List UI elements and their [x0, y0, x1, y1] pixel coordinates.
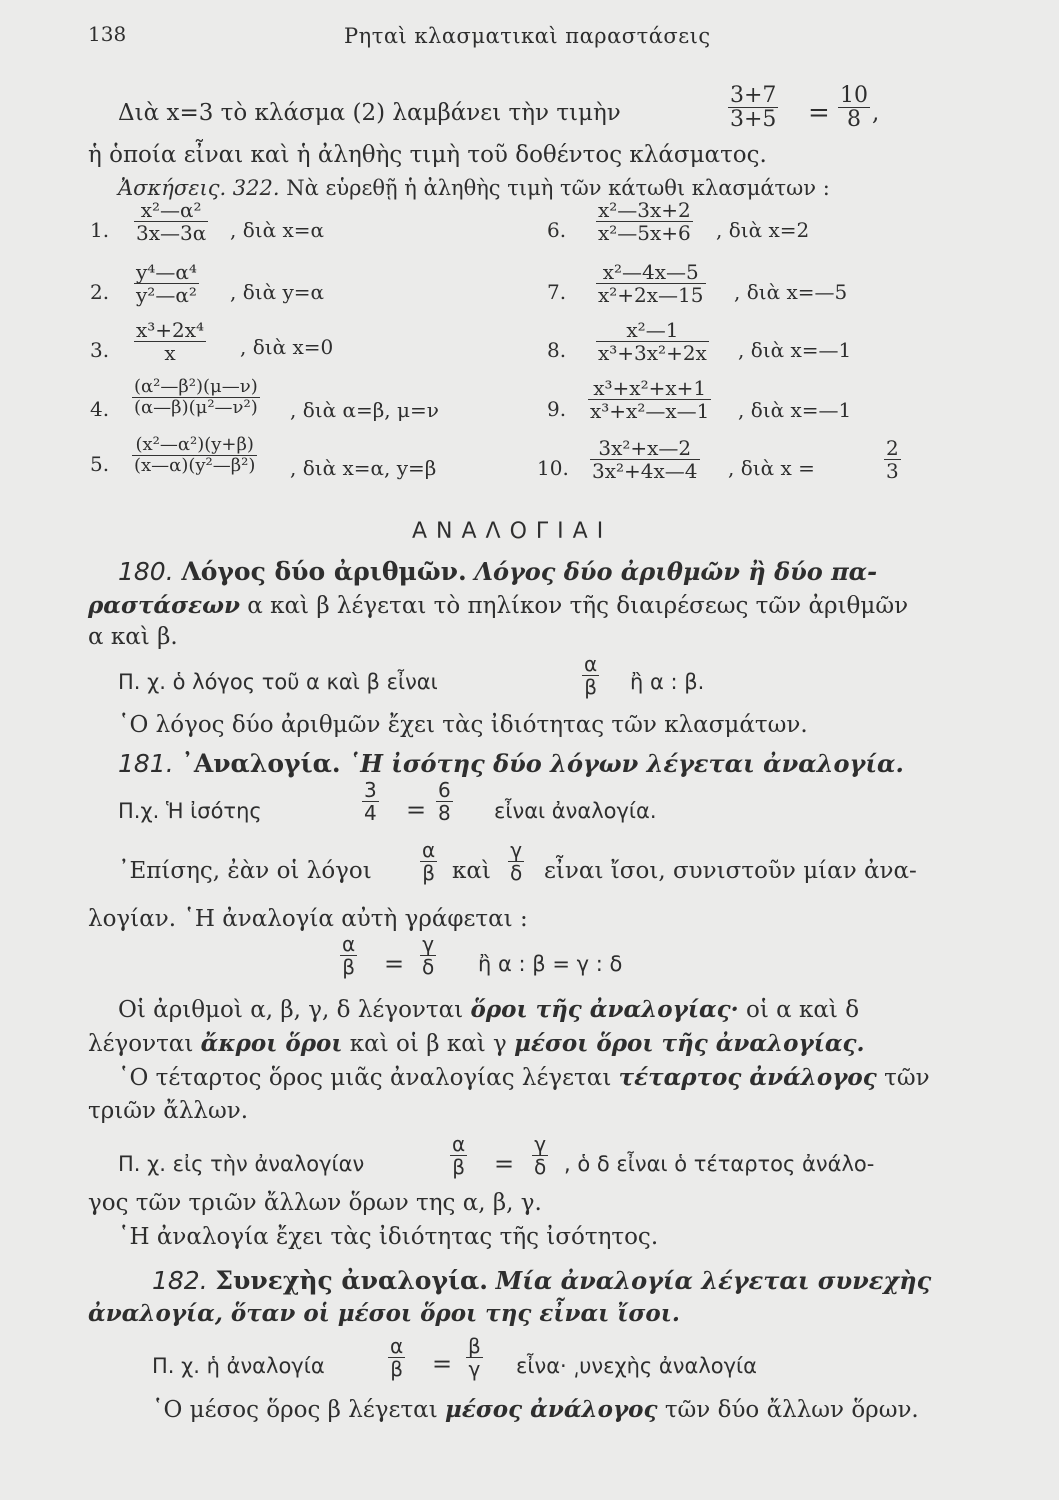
intro-line2: ἡ ὁποία εἶναι καὶ ἡ ἀληθὴς τιμὴ τοῦ δοθέντος κλάσματος. [88, 142, 767, 168]
section-title: Λόγος δύο ἀριθμῶν. [181, 557, 467, 586]
exercise-condition: , διὰ α=β, μ=ν [290, 398, 439, 422]
fraction-denominator: 3+5 [730, 107, 777, 133]
exercise-number: 1. [90, 218, 110, 242]
fraction-denominator: x²—5x+6 [598, 221, 691, 245]
section-180-line3: α καὶ β. [88, 624, 178, 650]
fraction-denominator: 8 [847, 107, 861, 133]
fraction-numerator: x²—4x—5 [596, 262, 706, 284]
equals-sign: = [808, 98, 830, 128]
exercises-label: Ἀσκήσεις. 322. [118, 176, 280, 200]
exercise-number: 6. [547, 218, 567, 242]
section-180-line2 [88, 592, 908, 619]
equals-sign: = [432, 1350, 453, 1378]
display-suffix: ἢ α : β = γ : δ [478, 952, 623, 976]
example-fraction-2 [466, 1336, 483, 1380]
fraction-denominator: x³+x²—x—1 [590, 399, 710, 423]
exercise-number: 9. [547, 397, 567, 421]
fraction-denominator: β [342, 955, 355, 979]
example-suffix: εἶναι ἀναλογία. [494, 799, 657, 823]
exercise-condition: , διὰ x=0 [240, 335, 334, 359]
exercise-number: 7. [547, 280, 567, 304]
also-mid: καὶ [452, 858, 491, 884]
example2-fraction-2 [532, 1134, 548, 1178]
intro-fraction-1 [728, 84, 778, 132]
fraction-numerator: β [468, 1334, 481, 1358]
exercise-fraction [134, 320, 206, 364]
fraction-numerator: x²—1 [596, 320, 709, 342]
fraction-numerator: x²—3x+2 [598, 198, 691, 222]
exercise-condition: , διὰ x = [728, 456, 815, 480]
section-180-line1 [118, 557, 877, 586]
definition-text: α καὶ β λέγεται τὸ πηλίκον τῆς διαιρέσεως τῶν ἀριθμῶν [247, 593, 909, 619]
example-suffix: εἶνα· ͵υνεχὴς ἀναλογία [516, 1354, 757, 1378]
extremes-prefix: λέγονται [88, 1031, 194, 1057]
fraction-numerator: x²—α² [134, 200, 208, 222]
exercise-fraction [596, 200, 693, 244]
exercise-number: 8. [547, 338, 567, 362]
fraction-numerator: 3 [364, 778, 377, 802]
example2-line2: γος τῶν τριῶν ἄλλων ὅρων της α, β, γ. [88, 1190, 542, 1216]
definition-bold: Λόγος δύο ἀριθμῶν ἢ δύο πα- [474, 557, 878, 586]
exercise-fraction [590, 438, 700, 482]
example-fraction [582, 654, 599, 698]
fraction-numerator: α [422, 838, 436, 862]
exercise-number: 10. [537, 456, 569, 480]
fraction-numerator: γ [420, 934, 436, 956]
fraction-denominator: β [390, 1357, 403, 1381]
fourth-bold: τέταρτος ἀνάλογος [618, 1064, 877, 1091]
section-number: 180. [118, 557, 174, 586]
section-180-property: ῾Ο λόγος δύο ἀριθμῶν ἔχει τὰς ἰδιότητας τῶν κλασμάτων. [118, 712, 808, 738]
exercise-condition: , διὰ x=α, y=β [290, 456, 437, 480]
also-prefix: ᾿Επίσης, ἐὰν οἱ λόγοι [118, 858, 372, 884]
example-fraction-1 [388, 1336, 405, 1380]
fraction-denominator: β [452, 1155, 465, 1179]
fraction-denominator: x³+3x²+2x [598, 341, 707, 365]
fraction-denominator: 4 [364, 801, 377, 825]
extremes-bold: ἄκροι ὅροι [200, 1030, 343, 1057]
fraction-numerator: 10 [840, 83, 868, 108]
mean-prefix: ῾Ο μέσος ὅρος β λέγεται [152, 1397, 438, 1423]
equality-property: ῾Η ἀναλογία ἔχει τὰς ἰδιότητας τῆς ἰσότητος. [118, 1224, 659, 1250]
page-number: 138 [88, 22, 127, 46]
terms-bold: ὅροι τῆς ἀναλογίας· [470, 996, 739, 1023]
fraction-denominator: (x—α)(y²—β²) [134, 454, 256, 476]
equals-sign: = [384, 950, 405, 978]
definition-bold: ραστάσεων [88, 592, 240, 619]
fraction-numerator: 3+7 [730, 83, 777, 108]
also-fraction-1 [420, 840, 437, 884]
fraction-denominator: β [584, 675, 597, 699]
example2-prefix: Π. χ. εἰς τὴν ἀναλογίαν [118, 1152, 365, 1176]
fraction-denominator: 8 [438, 801, 451, 825]
display-fraction-2 [420, 934, 436, 978]
fraction-numerator: γ [532, 1134, 548, 1156]
also-suffix: εἶναι ἴσοι, συνιστοῦν μίαν ἀνα- [544, 858, 917, 884]
exercise-condition: , διὰ x=α [230, 218, 325, 242]
section-title: Συνεχὴς ἀναλογία. [215, 1266, 488, 1295]
example-fraction [362, 780, 379, 824]
intro-fraction-2 [838, 84, 870, 132]
fraction-numerator: x³+x²+x+1 [588, 378, 711, 400]
fraction-numerator: γ [508, 840, 524, 862]
fraction-numerator: α [584, 652, 598, 676]
definition-bold: Μία ἀναλογία λέγεται συνεχὴς [495, 1266, 932, 1295]
extremes-line [88, 1030, 865, 1057]
terms-prefix: Οἱ ἀριθμοὶ α, β, γ, δ λέγονται [118, 997, 464, 1023]
exercise-fraction [134, 200, 208, 244]
exercises-intro [118, 176, 830, 200]
fraction-denominator: (α—β)(μ²—ν²) [134, 396, 258, 418]
intro-line1-text: Διὰ x=3 τὸ κλάσμα (2) λαμβάνει τὴν τιμὴν [118, 100, 621, 126]
section-title: ᾿Αναλογία. [181, 749, 341, 778]
definition-bold: ῾Η ἰσότης δύο λόγων λέγεται ἀναλογία. [348, 749, 904, 778]
extremes-mid: καὶ οἱ β καὶ γ [349, 1031, 507, 1057]
exercise-number: 4. [90, 397, 110, 421]
mean-suffix: τῶν δύο ἄλλων ὅρων. [664, 1397, 919, 1423]
fraction-numerator: (α²—β²)(μ—ν) [134, 376, 258, 397]
example-suffix: ἢ α : β. [630, 670, 705, 694]
fraction-numerator: α [342, 932, 356, 956]
section-heading: ΑΝΑΛΟΓΙΑΙ [412, 519, 613, 544]
mean-bold: μέσος ἀνάλογος [445, 1396, 658, 1423]
exercise-condition: , διὰ x=—1 [738, 398, 852, 422]
section-number: 182. [152, 1266, 208, 1295]
example2-suffix: , ὁ δ εἶναι ὁ τέταρτος ἀνάλο- [564, 1152, 875, 1176]
fraction-numerator: (x²—α²)(y+β) [132, 436, 257, 456]
example-fraction [436, 780, 453, 824]
fraction-denominator: x [164, 341, 176, 365]
fraction-denominator: δ [534, 1155, 547, 1179]
section-number: 181. [118, 749, 174, 778]
section-182-line1 [152, 1266, 931, 1295]
fraction-numerator: α [452, 1132, 466, 1156]
exercise-condition: , διὰ y=α [230, 280, 325, 304]
fraction-numerator: 6 [438, 778, 451, 802]
exercise-number: 2. [90, 280, 110, 304]
fraction-denominator: y²—α² [136, 283, 197, 307]
mean-line [152, 1396, 919, 1423]
exercise-fraction [134, 262, 199, 306]
means-bold: μέσοι ὅροι τῆς ἀναλογίας. [514, 1030, 865, 1057]
fraction-denominator: γ [468, 1357, 481, 1381]
section-182-line2: ἀναλογία, ὅταν οἱ μέσοι ὅροι της εἶναι ἴσοι. [88, 1300, 680, 1327]
display-fraction-1 [340, 934, 357, 978]
fraction-denominator: β [422, 861, 435, 885]
fourth-prefix: ῾Ο τέταρτος ὅρος μιᾶς ἀναλογίας λέγεται [118, 1065, 612, 1091]
equals-sign: = [406, 796, 427, 824]
fraction-numerator: α [390, 1334, 404, 1358]
exercises-text: Νὰ εὑρεθῇ ἡ ἀληθὴς τιμὴ τῶν κάτωθι κλασμάτων : [286, 176, 830, 200]
exercise-fraction [588, 378, 711, 422]
fraction-numerator: y⁴—α⁴ [136, 260, 197, 284]
fraction-denominator: δ [510, 861, 523, 885]
fraction-numerator: 3x²+x—2 [590, 438, 700, 460]
fraction-denominator: 3x²+4x—4 [592, 459, 698, 483]
intro-comma: , [872, 100, 880, 126]
fraction-denominator: 3 [886, 459, 899, 483]
exercise-number: 3. [90, 338, 110, 362]
section-181-example: Π.χ. Ἡ ἰσότης [118, 799, 262, 823]
written-line: λογίαν. ῾Η ἀναλογία αὐτὴ γράφεται : [88, 906, 528, 932]
running-title: Ρηταὶ κλασματικαὶ παραστάσεις [344, 24, 711, 48]
fraction-numerator: x³+2x⁴ [136, 318, 205, 342]
fraction-denominator: δ [422, 955, 435, 979]
fourth-line [118, 1064, 930, 1091]
exercise-fraction [132, 378, 260, 418]
exercise-condition: , διὰ x=—1 [738, 338, 852, 362]
example2-fraction-1 [450, 1134, 467, 1178]
fourth-suffix: τῶν [884, 1065, 930, 1091]
fraction-denominator: x²+2x—15 [598, 283, 704, 307]
intro-line1 [118, 100, 621, 126]
exercise-fraction [596, 262, 706, 306]
terms-line [118, 996, 859, 1023]
exercise-condition-fraction [884, 438, 901, 482]
exercise-condition: , διὰ x=2 [716, 218, 810, 242]
also-fraction-2 [508, 840, 524, 884]
exercise-number: 5. [90, 452, 110, 476]
terms-suffix: οἱ α καὶ δ [745, 997, 860, 1023]
equals-sign: = [494, 1150, 515, 1178]
fraction-denominator: 3x—3α [136, 221, 207, 245]
section-180-example: Π. χ. ὁ λόγος τοῦ α καὶ β εἶναι [118, 670, 438, 694]
exercise-condition: , διὰ x=—5 [734, 280, 848, 304]
fraction-numerator: 2 [886, 436, 899, 460]
fourth-line2: τριῶν ἄλλων. [88, 1098, 249, 1124]
section-182-example: Π. χ. ἡ ἀναλογία [152, 1354, 325, 1378]
exercise-fraction [596, 320, 709, 364]
exercise-fraction [132, 436, 257, 476]
section-181-line1 [118, 749, 904, 778]
